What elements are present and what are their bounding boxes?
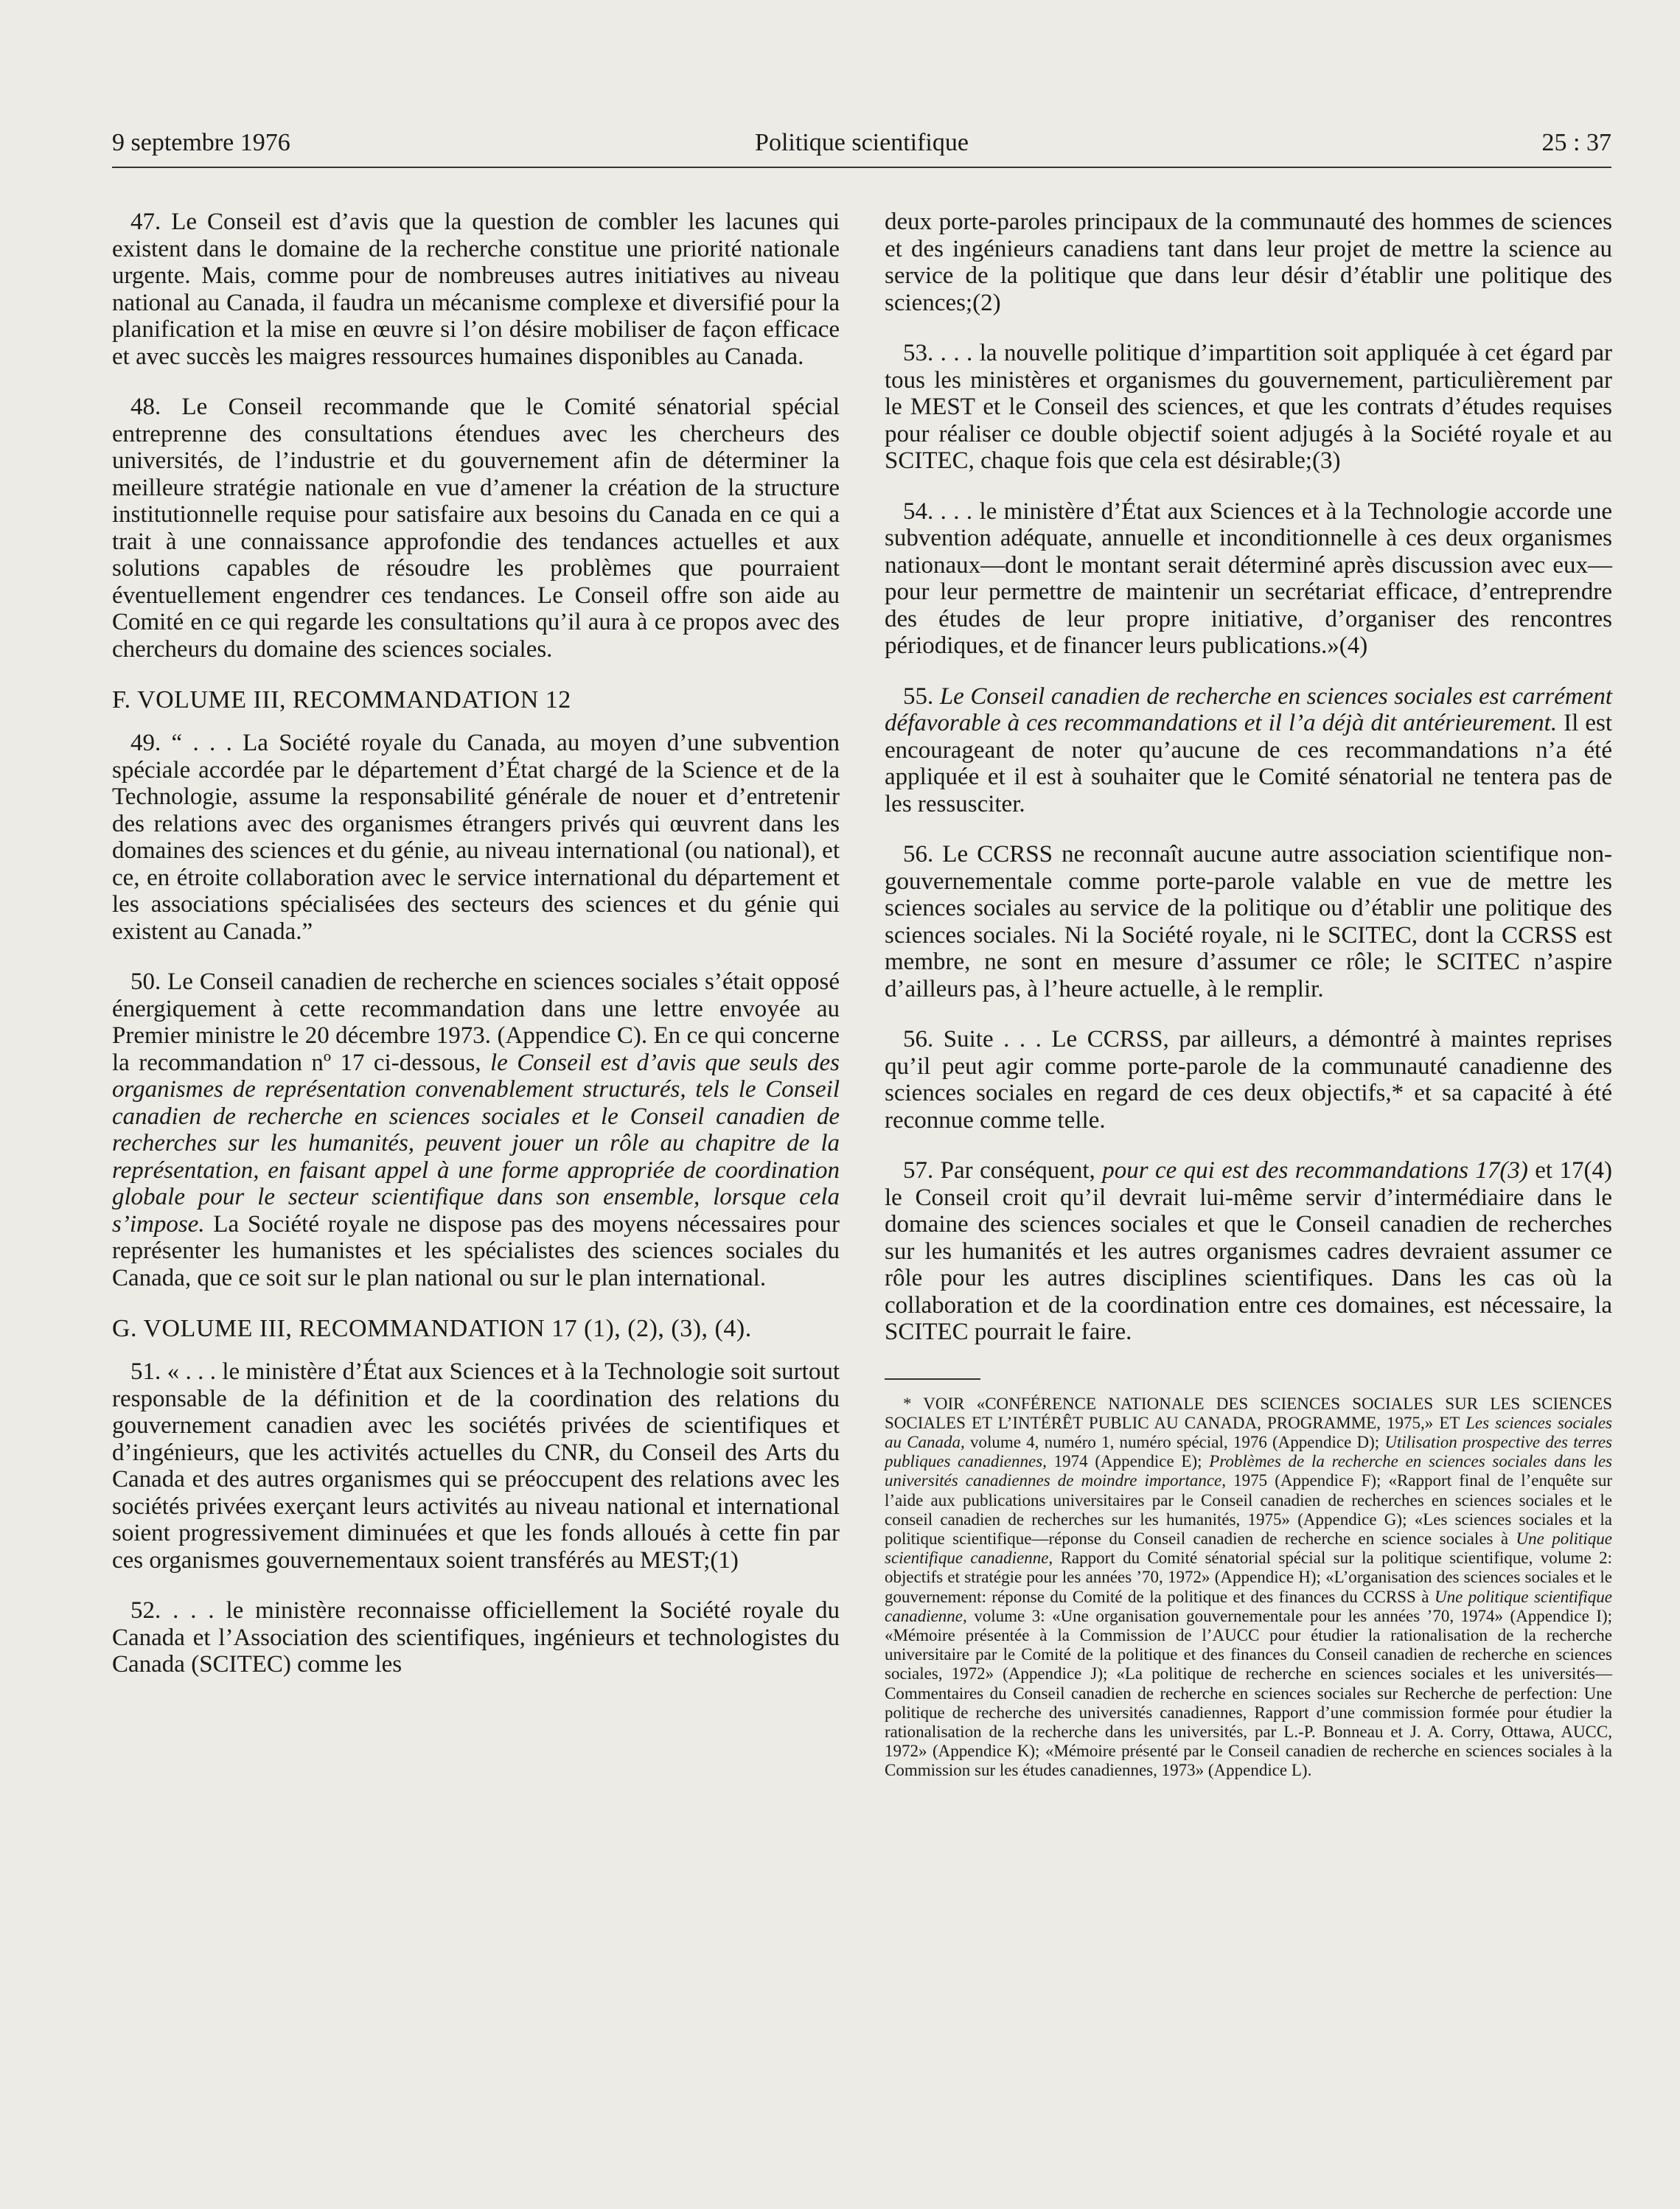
paragraph-55-italic: Le Conseil canadien de recherche en sciences sociales est carrément défavorable à ces recommandations et il l’a déjà dit antérieurement. xyxy=(885,683,1613,736)
paragraph-54: 54. . . . le ministère d’État aux Sciences et à la Technologie accorde une subvention adéquate, annuelle et inconditionnelle à ces deux organismes nationaux—dont le montant serait déterminé après discussion avec eux—pour leur permettre de maintenir un secrétariat efficace, d’entreprendre des études de leur propre initiative, d’organiser des rencontres périodiques, et de financer leurs publications.»(4) xyxy=(885,498,1612,659)
paragraph-50-italic: le Conseil est d’avis que seuls des organismes de représentation convenablement structurés, tels le Conseil canadien de recherche en sciences sociales et le Conseil canadien de recherches sur les humanités, peuvent jouer un rôle au chapitre de la représentation, en faisant appel à une forme appropriée de coordination globale pour le secteur scientifique dans son ensemble, lorsque cela s’impose. xyxy=(112,1049,840,1238)
paragraph-57-italic: pour ce qui est des recommandations 17(3) xyxy=(1102,1157,1528,1184)
footnote-text: 1975 (Appendice F); «Rapport final de l’enquête sur l’aide aux publications universitaires par le Conseil canadien de recherches en sciences sociales et le conseil canadien de recherches sur les humanités, 1975» (Appendice G); «Les sciences sociales et la politique scientifique—réponse du Conseil canadien de recherche en science sociales à xyxy=(885,1471,1613,1548)
page-number: 25 : 37 xyxy=(1541,129,1611,156)
header-title: Politique scientifique xyxy=(755,129,969,156)
footnote-italic: Une politique scientifique canadienne, xyxy=(885,1587,1612,1625)
section-heading-f: F. VOLUME III, RECOMMANDATION 12 xyxy=(112,686,571,713)
page-header xyxy=(112,127,1611,164)
paragraph-53: 53. . . . la nouvelle politique d’impartition soit appliquée à cet égard par tous les ministères et organismes du gouvernement, particulièrement par le MEST et le Conseil des sciences, et que les contrats d’études requises pour réaliser ce double objectif soient adjugés à la Société royale et au SCITEC, chaque fois que cela est désirable;(3) xyxy=(885,340,1612,474)
footnote-text: volume 3: «Une organisation gouvernementale pour les années ’70, 1974» (Appendice I); «Mémoire présentée à la Commission de l’AUCC pour étudier la rationalisation de la recherche universitaire par le Comité de la politique et des finances du Conseil canadien de recherche en sciences sociales, 1972» (Appendice J); «La politique de recherche en sciences sociales et les universités—Commentaires du Conseil canadien de recherche en sciences sociales sur Recherche de perfection: Une politique de recherche des universités canadiennes, Rapport d’une commission formée pour étudier la rationalisation de la recherche dans les universités, par L.-P. Bonneau et J. A. Corry, Ottawa, AUCC, 1972» (Appendice K); «Mémoire présenté par le Conseil canadien de recherche en sciences sociales à la Commission sur les études canadiennes, 1973» (Appendice L). xyxy=(885,1606,1612,1780)
paragraph-55-number: 55. xyxy=(903,683,940,710)
footnote-italic: Une politique scientifique canadienne, xyxy=(885,1529,1612,1568)
footnote-rule xyxy=(885,1378,980,1380)
footnote-text: * VOIR «CONFÉRENCE NATIONALE DES SCIENCES SOCIALES SUR LES SCIENCES SOCIALES ET L’INTÉRÊT PUBLIC AU CANADA, PROGRAMME, 1975,» ET xyxy=(885,1394,1612,1432)
paragraph-50 xyxy=(112,969,840,1291)
paragraph-50-text: 50. Le Conseil canadien de recherche en sciences sociales s’était opposé énergiquement à cette recommandation dans une lettre envoyée au Premier ministre le 20 décembre 1973. (Appendice C). En ce qui concerne la recommandation nº 17 ci-dessous, xyxy=(112,969,840,1076)
section-heading-g: G. VOLUME III, RECOMMANDATION 17 (1), (2), (3), (4). xyxy=(112,1315,752,1342)
footnote-text: Rapport du Comité sénatorial spécial sur la politique scientifique, volume 2: objectifs et stratégie pour les années ’70, 1972» (Appendice H); «L’organisation des sciences sociales et le gouvernement: réponse du Comité de la politique et des finances du CCRSS à xyxy=(885,1549,1612,1606)
paragraph-57 xyxy=(885,1157,1612,1346)
paragraph-48: 48. Le Conseil recommande que le Comité sénatorial spécial entreprenne des consultations étendues avec les chercheurs des universités, de l’industrie et du gouvernement afin de déterminer la meilleure stratégie nationale en vue d’amener la création de la structure institutionnelle requise pour satisfaire aux besoins du Canada en ce qui a trait à une connaissance approfondie des tendances actuelles et aux solutions capables de résoudre les problèmes que pourraient éventuellement engendrer ces tendances. Le Conseil offre son aide au Comité en ce qui regarde les consultations qu’il aura à ce propos avec des chercheurs du domaine des sciences sociales. xyxy=(112,394,840,663)
footnote xyxy=(885,1395,1612,1781)
paragraph-51: 51. « . . . le ministère d’État aux Sciences et à la Technologie soit surtout responsable de la définition et de la coordination des relations du gouvernement canadien avec les sociétés privées de scientifiques et d’ingénieurs, que les activités actuelles du CNR, du Conseil des Arts du Canada et des autres organismes qui se préoccupent des relations avec les sociétés privées exerçant leurs activités au niveau national et international soient progressivement diminuées et que les fonds alloués à cette fin par ces organismes gouvernementaux soient transférés au MEST;(1) xyxy=(112,1358,840,1574)
paragraph-56-suite: 56. Suite . . . Le CCRSS, par ailleurs, a démontré à maintes reprises qu’il peut agir comme porte-parole de la communauté canadienne des sciences sociales en regard de ces deux objectifs,* et sa capacité à été reconnue comme telle. xyxy=(885,1026,1612,1134)
paragraph-47: 47. Le Conseil est d’avis que la question de combler les lacunes qui existent dans le domaine de la recherche constitue une priorité nationale urgente. Mais, comme pour de nombreuses autres initiatives au niveau national au Canada, il faudra un mécanisme complexe et diversifié pour la planification et la mise en œuvre si l’on désire mobiliser de façon efficace et avec succès les maigres ressources humaines disponibles au Canada. xyxy=(112,209,840,370)
header-rule xyxy=(112,167,1611,168)
footnote-italic: Utilisation prospective des terres publiques canadiennes, xyxy=(885,1432,1613,1471)
paragraph-55 xyxy=(885,683,1612,818)
footnote-italic: Les sciences sociales au Canada, xyxy=(885,1413,1612,1451)
paragraph-52-continued: deux porte-paroles principaux de la communauté des hommes de sciences et des ingénieurs canadiens tant dans leur projet de mettre la science au service de la politique que dans leur désir d’établir une politique des sciences;(2) xyxy=(885,209,1612,316)
header-date: 9 septembre 1976 xyxy=(112,129,290,156)
paragraph-50-text-end: La Société royale ne dispose pas des moyens nécessaires pour représenter les humanistes et les spécialistes des sciences sociales du Canada, que ce soit sur le plan national ou sur le plan international. xyxy=(112,1210,840,1291)
paragraph-56: 56. Le CCRSS ne reconnaît aucune autre association scientifique non-gouvernementale comme porte-parole valable en vue de mettre les sciences sociales au service de la politique ou d’établir une politique des sciences sociales. Ni la Société royale, ni le SCITEC, dont la CCRSS est membre, ne sont en mesure d’assumer ce rôle; le SCITEC n’aspire d’ailleurs pas, à l’heure actuelle, à le remplir. xyxy=(885,841,1612,1002)
paragraph-55-text: Il est encourageant de noter qu’aucune de ces recommandations n’a été appliquée et il est à souhaiter que le Comité sénatorial ne tentera pas de les ressusciter. xyxy=(885,710,1612,817)
paragraph-57-text-end: et 17(4) le Conseil croit qu’il devrait lui-même servir d’intermédiaire dans le domaine des sciences sociales et que le Conseil canadien de recherches sur les humanités et les autres organismes cadres devraient assumer ce rôle pour les autres disciplines scientifiques. Dans les cas où la collaboration et de la coordination entre ces domaines, est nécessaire, la SCITEC pourrait le faire. xyxy=(885,1157,1612,1345)
paragraph-49: 49. “ . . . La Société royale du Canada, au moyen d’une subvention spéciale accordée par le département d’État chargé de la Science et de la Technologie, assume la responsabilité générale de nouer et d’entretenir des relations avec des organismes étrangers privés qui œuvrent dans les domaines des sciences et du génie, au niveau international (ou national), et ce, en étroite collaboration avec le service international du département et les associations spécialisées des secteurs des sciences et du génie qui existent au Canada.” xyxy=(112,730,840,945)
left-column xyxy=(112,209,840,1678)
footnote-text: volume 4, numéro 1, numéro spécial, 1976 (Appendice D); xyxy=(964,1432,1385,1451)
footnote-text: 1974 (Appendice E); xyxy=(1046,1452,1210,1471)
right-column xyxy=(885,209,1612,1804)
paragraph-52: 52. . . . le ministère reconnaisse officiellement la Société royale du Canada et l’Association des scientifiques, ingénieurs et technologistes du Canada (SCITEC) comme les xyxy=(112,1597,840,1678)
footnote-italic: Problèmes de la recherche en sciences sociales dans les universités canadiennes de moindre importance, xyxy=(885,1452,1612,1490)
paragraph-57-text: 57. Par conséquent, xyxy=(903,1157,1103,1184)
